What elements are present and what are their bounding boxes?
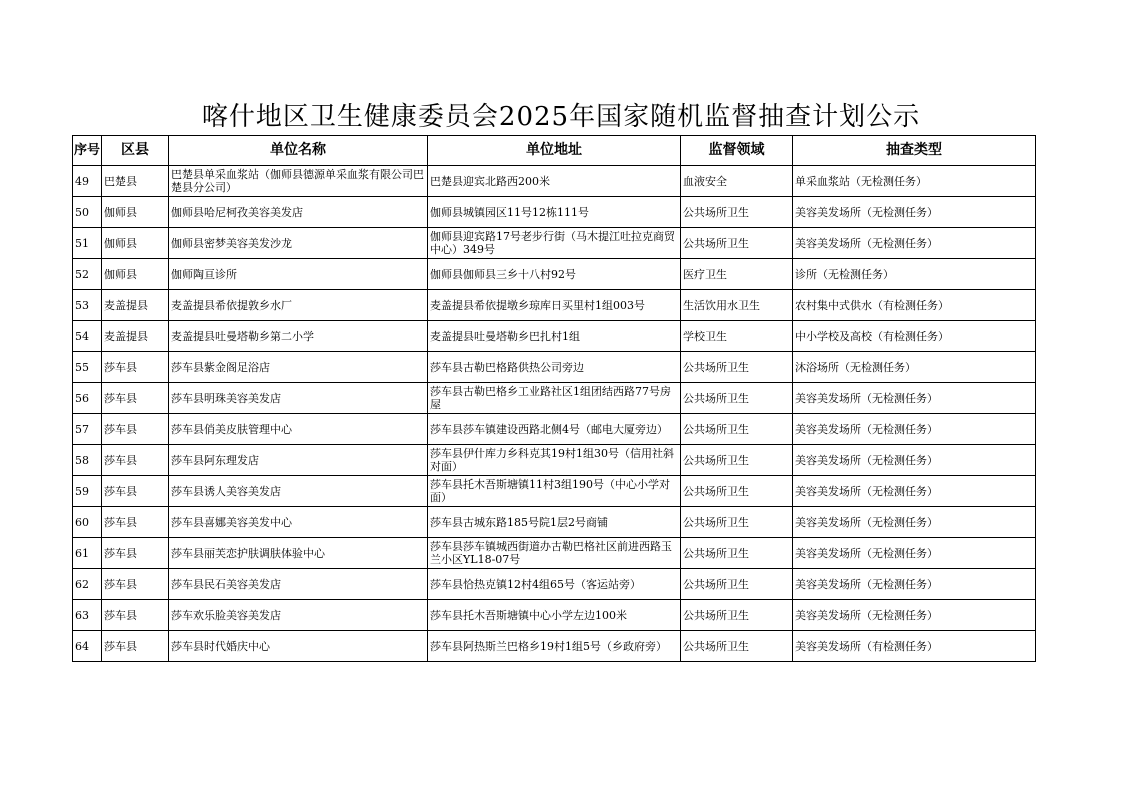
cell-unit-address: 巴楚县迎宾北路西200米 <box>428 166 681 197</box>
cell-seq: 55 <box>73 352 102 383</box>
cell-inspection-type: 美容美发场所（有检测任务） <box>793 631 1036 662</box>
cell-unit-name: 麦盖提县希依提敦乡水厂 <box>169 290 428 321</box>
cell-county: 巴楚县 <box>102 166 169 197</box>
cell-unit-address: 莎车县恰热克镇12村4组65号（客运站旁） <box>428 569 681 600</box>
cell-seq: 49 <box>73 166 102 197</box>
cell-county: 莎车县 <box>102 476 169 507</box>
column-header-name: 单位名称 <box>169 136 428 166</box>
cell-inspection-type: 诊所（无检测任务） <box>793 259 1036 290</box>
cell-supervision-field: 生活饮用水卫生 <box>681 290 793 321</box>
cell-seq: 54 <box>73 321 102 352</box>
cell-supervision-field: 公共场所卫生 <box>681 383 793 414</box>
table-row <box>73 228 1036 259</box>
cell-unit-address: 莎车县莎车镇建设西路北侧4号（邮电大厦旁边） <box>428 414 681 445</box>
cell-inspection-type: 美容美发场所（无检测任务） <box>793 228 1036 259</box>
cell-unit-address: 伽师县伽师县三乡十八村92号 <box>428 259 681 290</box>
cell-unit-name: 莎车县紫金阁足浴店 <box>169 352 428 383</box>
cell-county: 莎车县 <box>102 445 169 476</box>
cell-supervision-field: 公共场所卫生 <box>681 631 793 662</box>
cell-unit-name: 莎车县时代婚庆中心 <box>169 631 428 662</box>
cell-unit-name: 莎车县诱人美容美发店 <box>169 476 428 507</box>
cell-county: 莎车县 <box>102 507 169 538</box>
cell-county: 莎车县 <box>102 383 169 414</box>
column-header-type: 抽查类型 <box>793 136 1036 166</box>
cell-unit-name: 莎车县俏美皮肤管理中心 <box>169 414 428 445</box>
table-row <box>73 631 1036 662</box>
table-row <box>73 166 1036 197</box>
table-row <box>73 321 1036 352</box>
cell-unit-address: 莎车县托木吾斯塘镇11村3组190号（中心小学对面） <box>428 476 681 507</box>
cell-unit-name: 莎车欢乐脸美容美发店 <box>169 600 428 631</box>
cell-supervision-field: 公共场所卫生 <box>681 538 793 569</box>
cell-unit-address: 伽师县城镇园区11号12栋111号 <box>428 197 681 228</box>
cell-inspection-type: 农村集中式供水（有检测任务） <box>793 290 1036 321</box>
cell-unit-address: 莎车县古勒巴格乡工业路社区1组团结西路77号房屋 <box>428 383 681 414</box>
inspection-plan-table <box>72 135 1036 662</box>
cell-supervision-field: 公共场所卫生 <box>681 569 793 600</box>
cell-seq: 60 <box>73 507 102 538</box>
cell-county: 伽师县 <box>102 197 169 228</box>
cell-unit-name: 莎车县丽芙恋护肤调肤体验中心 <box>169 538 428 569</box>
column-header-address: 单位地址 <box>428 136 681 166</box>
cell-seq: 61 <box>73 538 102 569</box>
cell-inspection-type: 美容美发场所（无检测任务） <box>793 445 1036 476</box>
cell-unit-name: 麦盖提县吐曼塔勒乡第二小学 <box>169 321 428 352</box>
cell-county: 莎车县 <box>102 352 169 383</box>
cell-seq: 56 <box>73 383 102 414</box>
cell-unit-name: 巴楚县单采血浆站（伽师县德源单采血浆有限公司巴楚县分公司） <box>169 166 428 197</box>
cell-inspection-type: 美容美发场所（无检测任务） <box>793 414 1036 445</box>
table-row <box>73 383 1036 414</box>
table-row <box>73 290 1036 321</box>
cell-unit-address: 莎车县古城东路185号院1层2号商铺 <box>428 507 681 538</box>
cell-unit-name: 莎车县喜娜美容美发中心 <box>169 507 428 538</box>
cell-county: 麦盖提县 <box>102 290 169 321</box>
cell-unit-address: 伽师县迎宾路17号老步行街（马木提江吐拉克商贸中心）349号 <box>428 228 681 259</box>
cell-unit-address: 麦盖提县希依提墩乡琼库日买里村1组003号 <box>428 290 681 321</box>
table-row <box>73 538 1036 569</box>
table-row <box>73 414 1036 445</box>
cell-unit-address: 麦盖提县吐曼塔勒乡巴扎村1组 <box>428 321 681 352</box>
table-row <box>73 352 1036 383</box>
table-body <box>73 166 1036 662</box>
cell-unit-name: 伽师县密梦美容美发沙龙 <box>169 228 428 259</box>
cell-unit-name: 莎车县阿东理发店 <box>169 445 428 476</box>
cell-inspection-type: 沐浴场所（无检测任务） <box>793 352 1036 383</box>
cell-inspection-type: 美容美发场所（无检测任务） <box>793 569 1036 600</box>
cell-inspection-type: 美容美发场所（无检测任务） <box>793 600 1036 631</box>
cell-county: 伽师县 <box>102 228 169 259</box>
cell-county: 麦盖提县 <box>102 321 169 352</box>
cell-supervision-field: 医疗卫生 <box>681 259 793 290</box>
table-row <box>73 445 1036 476</box>
page-title: 喀什地区卫生健康委员会2025年国家随机监督抽查计划公示 <box>201 102 921 132</box>
column-header-county: 区县 <box>102 136 169 166</box>
table-row <box>73 259 1036 290</box>
cell-seq: 59 <box>73 476 102 507</box>
cell-inspection-type: 美容美发场所（无检测任务） <box>793 197 1036 228</box>
cell-unit-name: 莎车县民石美容美发店 <box>169 569 428 600</box>
cell-seq: 58 <box>73 445 102 476</box>
cell-county: 莎车县 <box>102 538 169 569</box>
cell-supervision-field: 学校卫生 <box>681 321 793 352</box>
cell-inspection-type: 美容美发场所（无检测任务） <box>793 476 1036 507</box>
cell-county: 莎车县 <box>102 631 169 662</box>
cell-unit-address: 莎车县伊什库力乡科克其19村1组30号（信用社斜对面） <box>428 445 681 476</box>
cell-inspection-type: 美容美发场所（无检测任务） <box>793 538 1036 569</box>
cell-inspection-type: 美容美发场所（无检测任务） <box>793 383 1036 414</box>
cell-supervision-field: 公共场所卫生 <box>681 352 793 383</box>
cell-county: 莎车县 <box>102 414 169 445</box>
cell-seq: 53 <box>73 290 102 321</box>
cell-supervision-field: 公共场所卫生 <box>681 445 793 476</box>
table-header-row <box>73 136 1036 166</box>
cell-inspection-type: 美容美发场所（无检测任务） <box>793 507 1036 538</box>
cell-supervision-field: 公共场所卫生 <box>681 414 793 445</box>
cell-unit-address: 莎车县阿热斯兰巴格乡19村1组5号（乡政府旁） <box>428 631 681 662</box>
cell-supervision-field: 公共场所卫生 <box>681 600 793 631</box>
cell-county: 莎车县 <box>102 600 169 631</box>
cell-supervision-field: 公共场所卫生 <box>681 197 793 228</box>
table-row <box>73 600 1036 631</box>
cell-unit-address: 莎车县莎车镇城西街道办古勒巴格社区前进西路玉兰小区YL18-07号 <box>428 538 681 569</box>
cell-seq: 50 <box>73 197 102 228</box>
cell-county: 莎车县 <box>102 569 169 600</box>
cell-seq: 52 <box>73 259 102 290</box>
table-row <box>73 197 1036 228</box>
cell-unit-name: 伽师县哈尼柯孜美容美发店 <box>169 197 428 228</box>
cell-inspection-type: 单采血浆站（无检测任务） <box>793 166 1036 197</box>
cell-unit-name: 莎车县明珠美容美发店 <box>169 383 428 414</box>
table-row <box>73 476 1036 507</box>
cell-unit-address: 莎车县托木吾斯塘镇中心小学左边100米 <box>428 600 681 631</box>
table-row <box>73 507 1036 538</box>
cell-supervision-field: 公共场所卫生 <box>681 476 793 507</box>
cell-seq: 63 <box>73 600 102 631</box>
cell-unit-name: 伽师陶亘诊所 <box>169 259 428 290</box>
cell-supervision-field: 公共场所卫生 <box>681 228 793 259</box>
cell-supervision-field: 血液安全 <box>681 166 793 197</box>
cell-supervision-field: 公共场所卫生 <box>681 507 793 538</box>
cell-county: 伽师县 <box>102 259 169 290</box>
cell-seq: 62 <box>73 569 102 600</box>
cell-unit-address: 莎车县古勒巴格路供热公司旁边 <box>428 352 681 383</box>
cell-inspection-type: 中小学校及高校（有检测任务） <box>793 321 1036 352</box>
cell-seq: 64 <box>73 631 102 662</box>
column-header-field: 监督领域 <box>681 136 793 166</box>
table-row <box>73 569 1036 600</box>
cell-seq: 51 <box>73 228 102 259</box>
cell-seq: 57 <box>73 414 102 445</box>
column-header-seq: 序号 <box>73 136 102 166</box>
